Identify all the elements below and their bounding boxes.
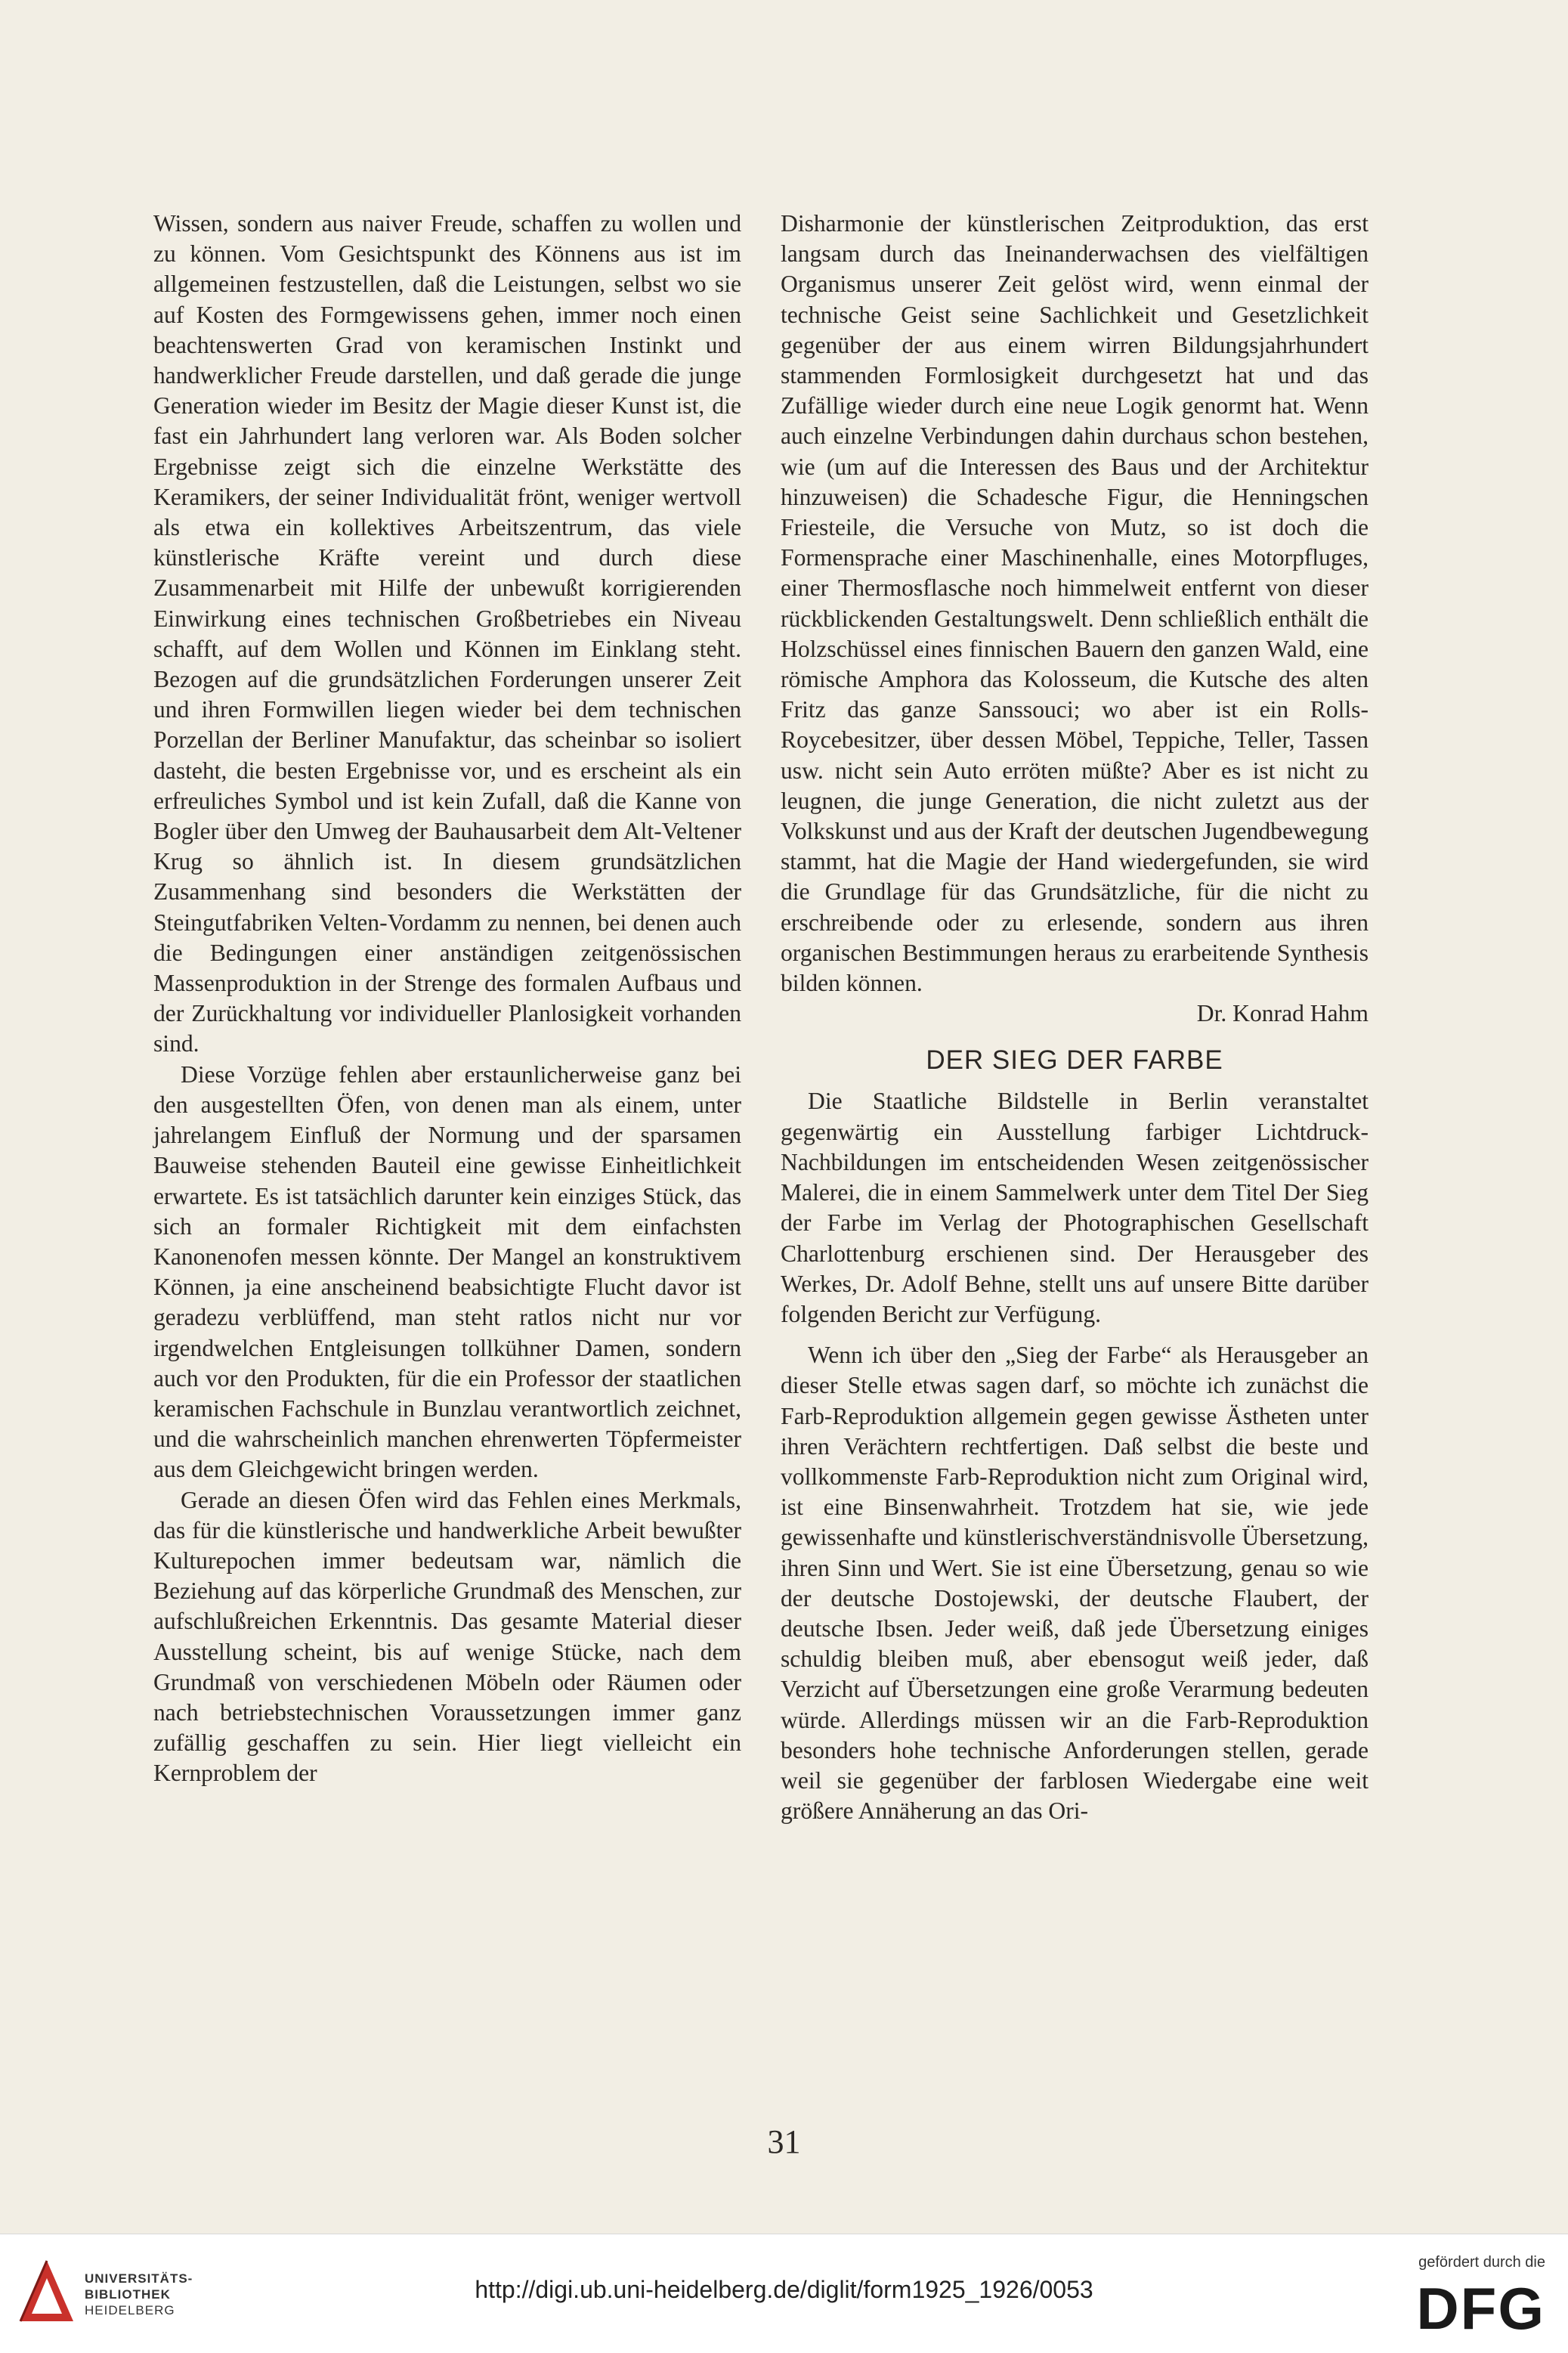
source-url-link[interactable]: http://digi.ub.uni-heidelberg.de/diglit/form1925_1926/0053 [475, 2276, 1093, 2303]
dfg-logo: DFG [1416, 2275, 1545, 2342]
library-name-line: UNIVERSITÄTS- [85, 2271, 193, 2286]
sponsor-caption: gefördert durch die [1418, 2254, 1545, 2271]
left-column [153, 209, 741, 1789]
author-signature: Dr. Konrad Hahm [1196, 1000, 1369, 1027]
paragraph: Disharmonie der künstlerischen Zeitproduktion, das erst langsam durch das Ineinanderwachsen des vielfältigen Organismus unserer Zeit gelöst wird, wenn einmal der technische Geist seine Sachlichkeit und Gesetzlichkeit gegenüber der aus einem wirren Bildungsjahrhundert stammenden Formlosigkeit durchgesetzt hat und das Zufällige wieder durch eine neue Logik genormt hat. Wenn auch einzelne Verbindungen dahin durchaus schon bestehen, wie (um auf die Interessen des Baus und der Architektur hinzuweisen) die Schadesche Figur, die Henningschen Friesteile, die Versuche von Mutz, so ist doch die Formensprache einer Maschinenhalle, eines Motorpfluges, einer Thermosflasche noch himmelweit entfernt von dieser rückblickenden Gestaltungswelt. Denn schließlich enthält die Holzschüssel eines finnischen Bauern den ganzen Wald, eine römische Amphora das Kolosseum, die Kutsche des alten Fritz das ganze Sanssouci; wo aber ist ein Rolls-Roycebesitzer, über dessen Möbel, Teppiche, Teller, Tassen usw. nicht sein Auto erröten müßte? Aber es ist nicht zu leugnen, die junge Generation, die nicht zuletzt aus der Volkskunst und aus der Kraft der deutschen Jugendbewegung stammt, hat die Magie der Hand wiedergefunden, sie wird die Grundlage für das Grundsätzliche, für die nicht zu erschreibende oder zu erlesende, sondern aus ihren organischen Bestimmungen heraus zu erarbeitende Synthesis bilden können. [781, 210, 1369, 997]
paragraph: Wissen, sondern aus naiver Freude, schaffen zu wollen und zu können. Vom Gesichtspunkt des Könnens aus ist im allgemeinen festzustellen, daß die Leistungen, selbst wo sie auf Kosten des Formgewissens gehen, immer noch einen beachtenswerten Grad von keramischen Instinkt und handwerklicher Freude darstellen, und daß gerade die junge Generation wieder im Besitz der Magie dieser Kunst ist, die fast ein Jahrhundert lang verloren war. Als Boden solcher Ergebnisse zeigt sich die einzelne Werkstätte des Keramikers, der seiner Individualität frönt, weniger wertvoll als etwa ein kollektives Arbeitszentrum, das viele künstlerische Kräfte vereint und durch diese Zusammenarbeit mit Hilfe der unbewußt korrigierenden Einwirkung eines technischen Großbetriebes ein Niveau schafft, auf dem Wollen und Können im Einklang steht. Bezogen auf die grundsätzlichen Forderungen unserer Zeit und ihren Formwillen liegen wieder bei dem technischen Porzellan der Berliner Manufaktur, das scheinbar so isoliert dasteht, die besten Ergebnisse vor, und es erscheint als ein erfreuliches Symbol und ist kein Zufall, daß die Kanne von Bogler über den Umweg der Bauhausarbeit dem Alt-Veltener Krug so ähnlich ist. In diesem grundsätzlichen Zusammenhang sind besonders die Werkstätten der Steingutfabriken Velten-Vordamm zu nennen, bei denen auch die Bedingungen einer anständigen zeitgenössischen Massenproduktion in der Strenge des formalen Aufbaus und der Zurückhaltung vor individueller Planlosigkeit vorhanden sind. [153, 210, 741, 1057]
section-heading: DER SIEG DER FARBE [926, 1045, 1223, 1076]
paragraph: Die Staatliche Bildstelle in Berlin veranstaltet gegenwärtig ein Ausstellung farbiger Lichtdruck-Nachbildungen im entscheidenden Wesen zeitgenössischer Malerei, die in einem Sammelwerk unter dem Titel Der Sieg der Farbe im Verlag der Photographischen Gesellschaft Charlottenburg erschienen sind. Der Herausgeber des Werkes, Dr. Adolf Behne, stellt uns auf unsere Bitte darüber folgenden Bericht zur Verfügung. [781, 1088, 1369, 1327]
library-name-line: HEIDELBERG [85, 2303, 175, 2317]
footer-bar [0, 2234, 1568, 2353]
paragraph: Diese Vorzüge fehlen aber erstaunlicherweise ganz bei den ausgestellten Öfen, von denen man als einem, unter jahrelangem Einfluß der Normung und der sparsamen Bauweise stehenden Bauteil eine gewisse Einheitlichkeit erwartete. Es ist tatsächlich darunter kein einziges Stück, das sich an formaler Richtigkeit mit dem einfachsten Kanonenofen messen könnte. Der Mangel an konstruktivem Können, ja eine anscheinend beabsichtigte Flucht davor ist geradezu verblüffend, man steht ratlos nicht nur vor irgendwelchen Entgleisungen tollkühner Damen, sondern auch vor den Produkten, für die ein Professor der staatlichen keramischen Fachschule in Bunzlau verantwortlich zeichnet, und die wahrscheinlich manchen ehrenwerten Töpfermeister aus dem Gleichgewicht bringen werden. [153, 1060, 741, 1483]
paragraph: Wenn ich über den „Sieg der Farbe“ als Herausgeber an dieser Stelle etwas sagen darf, so möchte ich zunächst die Farb-Reproduktion allgemein gegen gewisse Ästheten unter ihren Verächtern rechtfertigen. Daß selbst die beste und vollkommenste Farb-Reproduktion nicht zum Original wird, ist eine Binsenwahrheit. Trotzdem hat sie, wie jede gewissenhafte und künstlerischverständnisvolle Übersetzung, ihren Sinn und Wert. Sie ist eine Übersetzung, genau so wie der deutsche Dostojewski, der deutsche Flaubert, der deutsche Ibsen. Jeder weiß, daß jede Übersetzung einiges schuldig bleiben muß, aber ebensogut weiß jeder, daß Verzicht auf Übersetzungen eine große Verarmung bedeuten würde. Allerdings müssen wir an die Farb-Reproduktion besonders hohe technische Anforderungen stellen, gerade weil sie gegenüber der farblosen Wiedergabe eine weit größere Annäherung an das Ori- [781, 1342, 1369, 1825]
right-column [781, 209, 1369, 1826]
page-number: 31 [767, 2123, 801, 2160]
library-name-line: BIBLIOTHEK [85, 2287, 171, 2302]
paragraph: Gerade an diesen Öfen wird das Fehlen eines Merkmals, das für die künstlerische und handwerkliche Arbeit bewußter Kulturepochen immer bedeutsam war, nämlich die Beziehung auf das körperliche Grundmaß des Menschen, zur aufschlußreichen Erkenntnis. Das gesamte Material dieser Ausstellung scheint, bis auf wenige Stücke, nach dem Grundmaß von verschiedenen Möbeln oder Räumen oder nach betriebstechnischen Voraussetzungen immer ganz zufällig geschaffen zu sein. Hier liegt vielleicht ein Kernproblem der [153, 1486, 741, 1787]
